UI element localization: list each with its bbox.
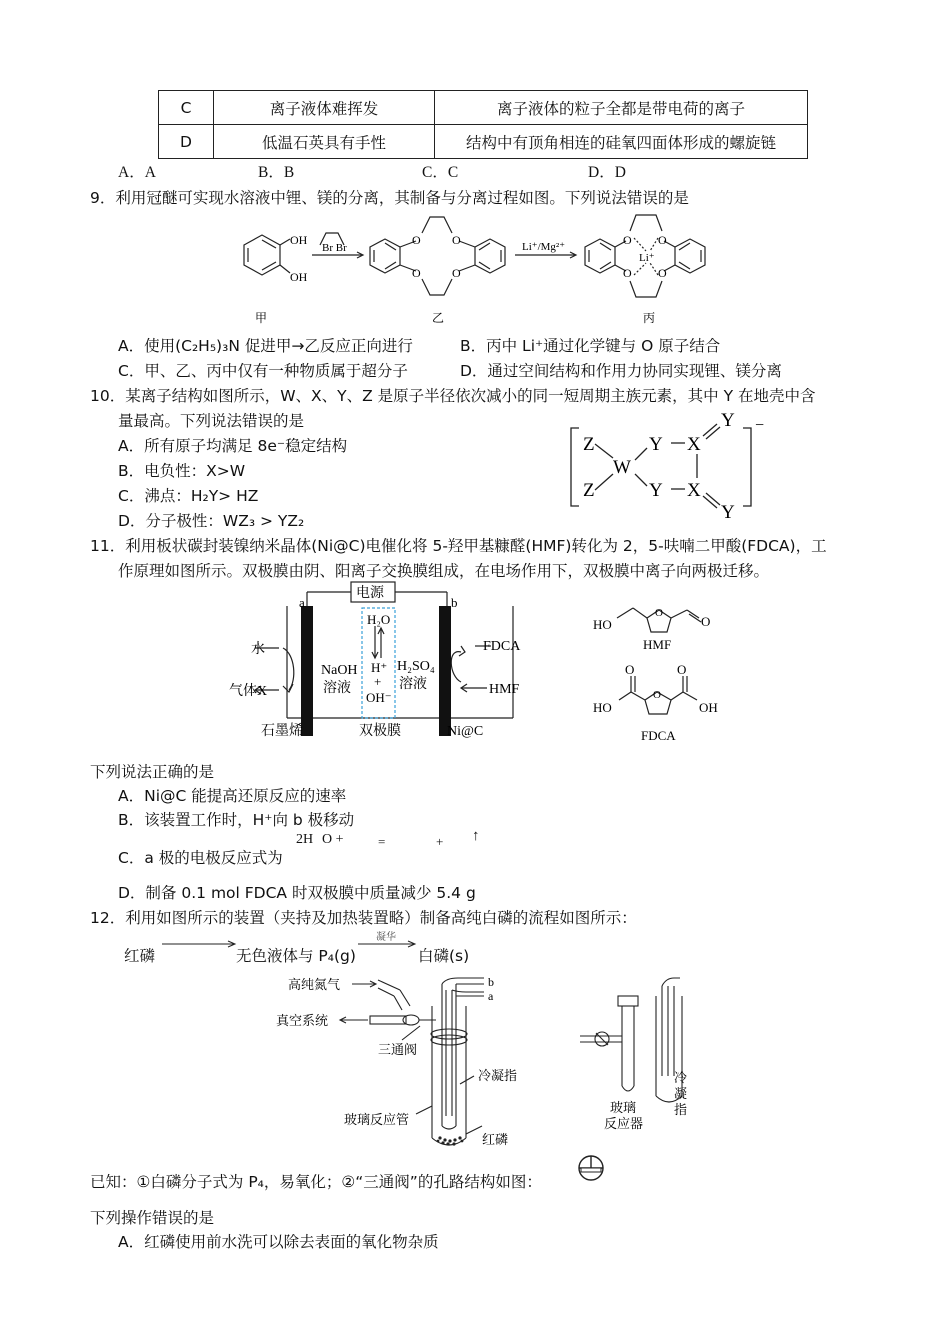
- q9-scheme: [230, 205, 740, 330]
- q10-stem-line2: 量最高。下列说法错误的是: [118, 412, 305, 430]
- atom-w: W: [613, 457, 631, 478]
- o-label: O: [658, 233, 667, 247]
- hplus-label: H⁺: [371, 660, 388, 675]
- ho-label: HO: [593, 617, 612, 632]
- q11-option-c-eq4: +: [436, 834, 444, 849]
- water-label: 水: [251, 642, 265, 657]
- outlet-label: b: [488, 975, 494, 989]
- hmf-name: HMF: [643, 637, 672, 652]
- o-label: O: [677, 662, 687, 677]
- atom-z: Z: [583, 434, 595, 455]
- h2so4-label: 溶液: [399, 677, 427, 692]
- ho-label: HO: [593, 700, 612, 715]
- atom-y: Y: [721, 410, 735, 431]
- cold-finger-label-v: 冷: [674, 1070, 688, 1085]
- o-label: O: [412, 233, 421, 247]
- q10-option-d: D．分子极性：WZ₃ > YZ₂: [118, 512, 305, 530]
- power-label: 电源: [356, 586, 384, 601]
- flow-condense-label: 凝华: [376, 932, 396, 943]
- o-label: O: [625, 662, 635, 677]
- q11-prompt: 下列说法正确的是: [90, 763, 215, 781]
- red-p-label: 红磷: [482, 1132, 509, 1147]
- reactor-label: 玻璃: [610, 1100, 637, 1115]
- nic-label: Ni@C: [447, 724, 484, 739]
- q8-option-b: B．B: [258, 164, 295, 181]
- fdca-name: FDCA: [641, 728, 676, 743]
- q9-stem: 9．利用冠醚可实现水溶液中锂、镁的分离，其制备与分离过程如图。下列说法错误的是: [90, 189, 689, 207]
- reagent-label: Br Br: [322, 242, 347, 254]
- compound-label: 乙: [432, 311, 445, 325]
- table-cell: 结构中有顶角相连的硅氧四面体形成的螺旋链: [435, 125, 808, 159]
- atom-y: Y: [721, 502, 735, 522]
- q11-stem-line1: 11．利用板状碳封装镍纳米晶体(Ni@C)电催化将 5-羟甲基糠醛(HMF)转化为 2，5-呋喃二甲酸(FDCA)，工: [90, 537, 827, 555]
- atom-x: X: [687, 480, 701, 501]
- o-label: O: [452, 233, 461, 247]
- atom-y: Y: [649, 480, 663, 501]
- atom-y: Y: [649, 434, 663, 455]
- electrode-a: [301, 606, 313, 736]
- q8-option-d: D．D: [588, 164, 626, 181]
- li-label: Li⁺: [639, 252, 655, 264]
- q10-ion-structure: [565, 410, 775, 522]
- oh-label: OH: [699, 700, 718, 715]
- q11-option-c: C．a 极的电极反应式为: [118, 849, 283, 867]
- reactor-label: 反应器: [604, 1116, 644, 1131]
- oh-label: OH: [290, 233, 308, 247]
- o-label: O: [658, 266, 667, 280]
- oh-label: OH: [290, 270, 308, 284]
- q11-option-c-eq1: 2H: [296, 832, 314, 847]
- q9-option-a: A．使用(C₂H₅)₃N 促进甲→乙反应正向进行: [118, 337, 413, 355]
- o-label: O: [412, 266, 421, 280]
- table-cell: 低温石英具有手性: [214, 125, 435, 159]
- valve-label: 三通阀: [378, 1042, 418, 1057]
- q10-option-b: B．电负性：X>W: [118, 462, 246, 480]
- red-phosphorus-dots: [437, 1136, 464, 1145]
- q11-stem-line2: 作原理如图所示。双极膜由阴、阳离子交换膜组成，在电场作用下，双极膜中离子向两极迁移。: [118, 562, 770, 580]
- q11-option-b: B．该装置工作时，H⁺向 b 极移动: [118, 811, 355, 829]
- flow-arrow-1: [160, 936, 240, 952]
- q8-option-c: C．C: [422, 164, 459, 181]
- q11-option-c-eq5: ↑: [472, 828, 480, 844]
- q11-option-a: A．Ni@C 能提高还原反应的速率: [118, 787, 347, 805]
- atom-x: X: [687, 434, 701, 455]
- three-way-valve-icon: [576, 1153, 606, 1183]
- q11-option-c-eq2: O +: [322, 832, 344, 847]
- o-label: O: [623, 233, 632, 247]
- ion-charge: −: [755, 417, 765, 434]
- h2so4-label: H₂SO₄: [397, 659, 435, 674]
- compound-label: 甲: [255, 311, 268, 325]
- graphene-label: 石墨烯: [261, 724, 303, 739]
- q11-option-d: D．制备 0.1 mol FDCA 时双极膜中质量减少 5.4 g: [118, 884, 476, 902]
- table-row: [159, 91, 808, 125]
- plus-label: +: [374, 674, 382, 689]
- q12-stem: 12．利用如图所示的装置（夹持及加热装置略）制备高纯白磷的流程如图所示：: [90, 909, 637, 927]
- q12-known: 已知：①白磷分子式为 P₄，易氧化；②“三通阀”的孔路结构如图：: [90, 1173, 542, 1191]
- o-label: O: [653, 689, 661, 701]
- q11-option-c-eq3: =: [378, 834, 386, 849]
- table-cell: 离子液体的粒子全都是带电荷的离子: [435, 91, 808, 125]
- q11-electrolysis-diagram: [225, 578, 745, 746]
- table-cell: D: [159, 125, 214, 159]
- o-label: O: [623, 266, 632, 280]
- electrode-label: a: [299, 595, 305, 610]
- answer-table: [158, 90, 808, 159]
- q12-prompt: 下列操作错误的是: [90, 1209, 215, 1227]
- table-row: [159, 125, 808, 159]
- q9-option-c: C．甲、乙、丙中仅有一种物质属于超分子: [118, 362, 408, 380]
- fdca-label: FDCA: [483, 639, 521, 654]
- flow-white-phosphorus: 白磷(s): [418, 947, 470, 965]
- vacuum-label: 真空系统: [276, 1013, 329, 1028]
- reagent-label: Li⁺/Mg²⁺: [522, 241, 566, 253]
- q9-option-b: B．丙中 Li⁺通过化学键与 O 原子结合: [460, 337, 721, 355]
- o-label: O: [655, 607, 663, 619]
- hmf-label: HMF: [489, 682, 520, 697]
- h2o-label: H₂O: [367, 612, 391, 627]
- cold-finger-label-v: 凝: [674, 1086, 688, 1101]
- gas-label: 气体X: [229, 684, 268, 699]
- q10-option-a: A．所有原子均满足 8e⁻稳定结构: [118, 437, 348, 455]
- electrode-b: [439, 606, 451, 736]
- nitrogen-label: 高纯氮气: [288, 977, 341, 992]
- table-cell: C: [159, 91, 214, 125]
- cold-finger-label: 冷凝指: [478, 1068, 518, 1083]
- q8-option-a: A．A: [118, 164, 156, 181]
- q9-option-d: D．通过空间结构和作用力协同实现锂、镁分离: [460, 362, 782, 380]
- naoh-label: 溶液: [323, 681, 351, 696]
- atom-z: Z: [583, 480, 595, 501]
- electrode-label: b: [451, 595, 458, 610]
- ohminus-label: OH⁻: [366, 690, 392, 705]
- compound-label: 丙: [643, 311, 656, 325]
- tube-label: 玻璃反应管: [344, 1112, 410, 1127]
- flow-red-phosphorus: 红磷: [124, 947, 156, 965]
- flow-liquid: 无色液体与 P₄(g): [236, 947, 356, 965]
- o-label: O: [701, 614, 711, 629]
- q12-apparatus: [270, 966, 700, 1156]
- bipolar-label: 双极膜: [359, 724, 401, 739]
- o-label: O: [452, 266, 461, 280]
- q12-option-a: A．红磷使用前水洗可以除去表面的氧化物杂质: [118, 1233, 439, 1251]
- table-cell: 离子液体难挥发: [214, 91, 435, 125]
- q10-stem-line1: 10．某离子结构如图所示，W、X、Y、Z 是原子半径依次减小的同一短周期主族元素，其中 Y 在地壳中含: [90, 387, 816, 405]
- q10-option-c: C．沸点：H₂Y> HZ: [118, 487, 259, 505]
- outlet-label: a: [488, 989, 494, 1003]
- cold-finger-label-v: 指: [674, 1102, 688, 1117]
- naoh-label: NaOH: [321, 663, 358, 678]
